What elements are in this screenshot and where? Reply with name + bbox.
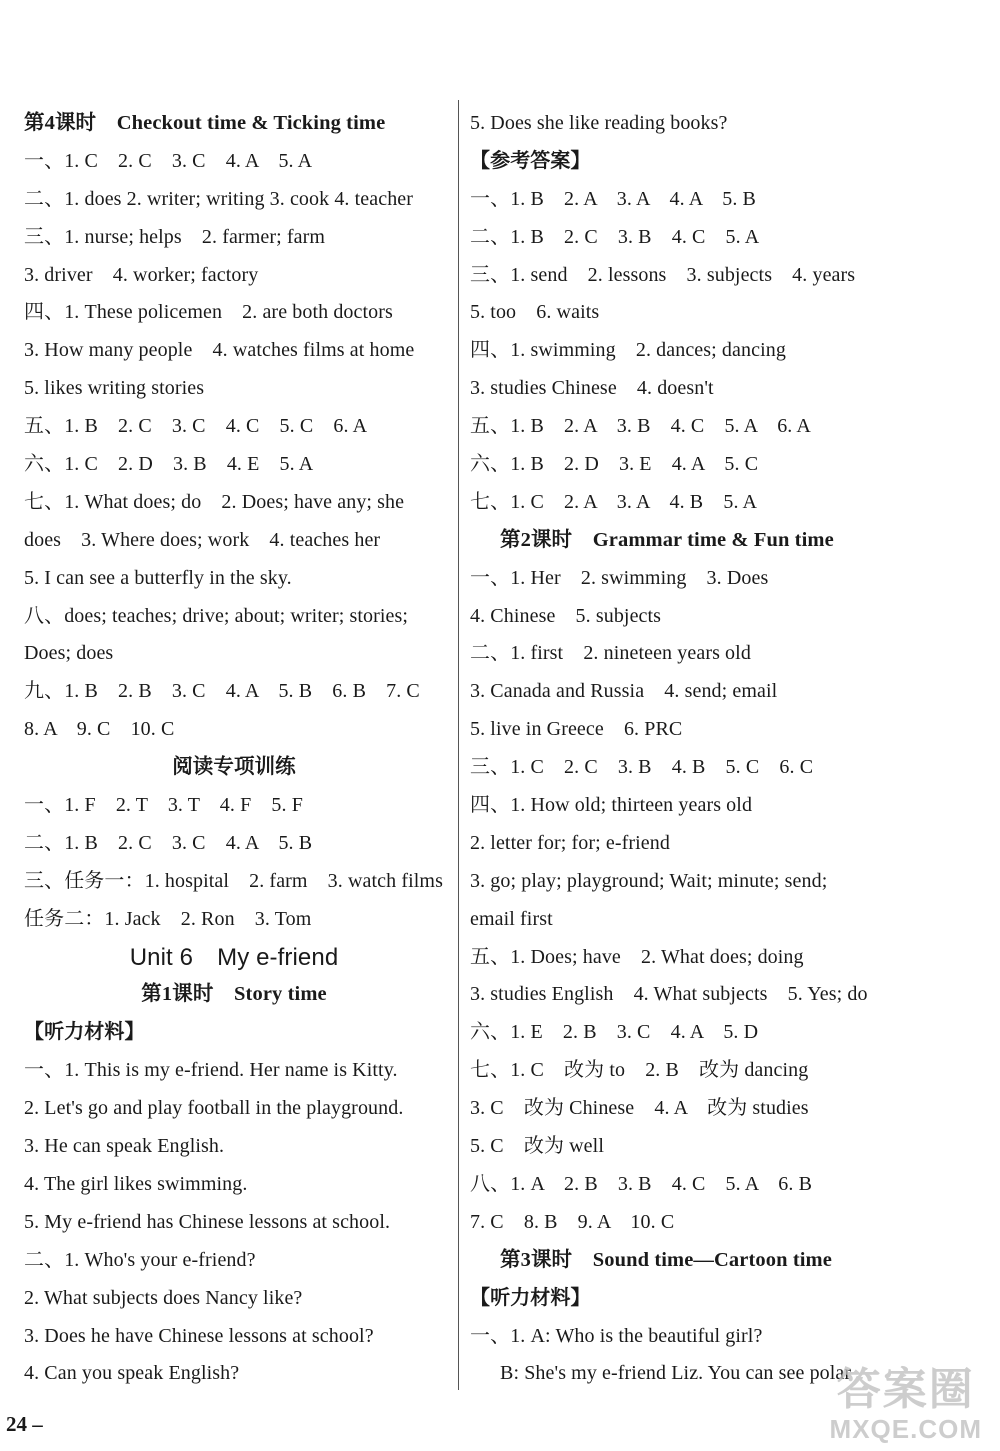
right-line: 四、1. How old; thirteen years old <box>470 794 753 817</box>
right-line: 六、1. E 2. B 3. C 4. A 5. D <box>470 1021 759 1044</box>
left-bracket-label: 【听力材料】 <box>24 1021 145 1044</box>
watermark-logo <box>830 1366 982 1445</box>
right-line: 八、1. A 2. B 3. B 4. C 5. A 6. B <box>470 1172 813 1195</box>
right-line: 五、1. Does; have 2. What does; doing <box>470 945 804 968</box>
left-section-heading: 阅读专项训练 <box>172 756 296 779</box>
left-line: 八、does; teaches; drive; about; writer; stories; <box>24 604 409 627</box>
right-line: email first <box>470 907 553 930</box>
left-section-heading: Unit 6 My e-friend <box>129 943 339 971</box>
left-column <box>24 105 444 1393</box>
left-line: 2. What subjects does Nancy like? <box>24 1286 303 1309</box>
left-line: Does; does <box>24 642 114 665</box>
right-section-heading: 第3课时 Sound time—Cartoon time <box>500 1248 832 1271</box>
right-bracket-label: 【听力材料】 <box>470 1286 591 1309</box>
right-line: 五、1. B 2. A 3. B 4. C 5. A 6. A <box>470 415 811 438</box>
column-divider <box>458 100 459 1390</box>
left-line: 一、1. F 2. T 3. T 4. F 5. F <box>24 794 303 817</box>
right-line: 七、1. C 改为 to 2. B 改为 dancing <box>470 1059 809 1082</box>
right-line: 一、1. Her 2. swimming 3. Does <box>470 566 769 589</box>
right-line: 二、1. first 2. nineteen years old <box>470 642 751 665</box>
watermark-line1: 答案圈 <box>836 1365 975 1414</box>
left-line: 5. My e-friend has Chinese lessons at school. <box>24 1210 391 1233</box>
left-line: 一、1. C 2. C 3. C 4. A 5. A <box>24 149 313 172</box>
right-line: 3. C 改为 Chinese 4. A 改为 studies <box>470 1097 809 1120</box>
left-line: 九、1. B 2. B 3. C 4. A 5. B 6. B 7. C <box>24 680 420 703</box>
left-line: 5. I can see a butterfly in the sky. <box>24 566 292 589</box>
left-line: 5. likes writing stories <box>24 377 205 400</box>
left-line: does 3. Where does; work 4. teaches her <box>24 528 381 551</box>
right-line: 5. Does she like reading books? <box>470 112 728 134</box>
page-number: 24 – <box>6 1412 43 1436</box>
left-line: 七、1. What does; do 2. Does; have any; she <box>24 490 405 513</box>
left-line: 3. He can speak English. <box>24 1135 225 1158</box>
left-line: 2. Let's go and play football in the playground. <box>24 1097 404 1120</box>
left-line: 8. A 9. C 10. C <box>24 718 175 741</box>
left-line: 任务二：1. Jack 2. Ron 3. Tom <box>24 907 312 930</box>
left-line: 3. Does he have Chinese lessons at school? <box>24 1324 374 1347</box>
right-section-heading: 第2课时 Grammar time & Fun time <box>500 528 834 551</box>
right-line: 3. studies English 4. What subjects 5. Yes; do <box>470 983 868 1006</box>
watermark-line2: MXQE.COM <box>829 1414 982 1444</box>
right-line: 六、1. B 2. D 3. E 4. A 5. C <box>470 453 759 476</box>
left-line: 二、1. B 2. C 3. C 4. A 5. B <box>24 831 313 854</box>
left-line: 3. driver 4. worker; factory <box>24 263 259 286</box>
left-line: 六、1. C 2. D 3. B 4. E 5. A <box>24 453 314 476</box>
left-line: 二、1. Who's your e-friend? <box>24 1248 256 1271</box>
left-line: 三、任务一：1. hospital 2. farm 3. watch films <box>24 869 443 892</box>
right-line: 4. Chinese 5. subjects <box>470 604 662 627</box>
right-line: 二、1. B 2. C 3. B 4. C 5. A <box>470 225 760 248</box>
right-line: 四、1. swimming 2. dances; dancing <box>470 339 786 362</box>
right-bracket-label: 【参考答案】 <box>470 149 591 172</box>
right-column <box>470 105 980 1393</box>
left-section-heading: 第4课时 Checkout time & Ticking time <box>24 112 386 134</box>
right-line: 2. letter for; for; e-friend <box>470 831 670 854</box>
left-line: 四、1. These policemen 2. are both doctors <box>24 301 393 324</box>
right-line: 七、1. C 2. A 3. A 4. B 5. A <box>470 490 758 513</box>
left-line: 二、1. does 2. writer; writing 3. cook 4. teacher <box>24 187 414 210</box>
left-line: 3. How many people 4. watches films at home <box>24 339 415 362</box>
right-line: B: She's my e-friend Liz. You can see polar <box>500 1362 852 1385</box>
left-section-heading: 第1课时 Story time <box>141 983 327 1006</box>
right-line: 5. too 6. waits <box>470 301 600 324</box>
right-line: 3. Canada and Russia 4. send; email <box>470 680 778 703</box>
left-line: 4. The girl likes swimming. <box>24 1172 248 1195</box>
right-line: 三、1. C 2. C 3. B 4. B 5. C 6. C <box>470 756 814 779</box>
right-line: 3. studies Chinese 4. doesn't <box>470 377 714 400</box>
left-line: 一、1. This is my e-friend. Her name is Kitty. <box>24 1059 398 1082</box>
left-line: 三、1. nurse; helps 2. farmer; farm <box>24 225 325 248</box>
right-line: 3. go; play; playground; Wait; minute; send; <box>470 869 828 892</box>
right-line: 5. C 改为 well <box>470 1135 604 1158</box>
right-line: 一、1. A: Who is the beautiful girl? <box>470 1324 763 1347</box>
right-line: 5. live in Greece 6. PRC <box>470 718 683 741</box>
left-line: 五、1. B 2. C 3. C 4. C 5. C 6. A <box>24 415 368 438</box>
right-line: 一、1. B 2. A 3. A 4. A 5. B <box>470 187 756 210</box>
left-line: 4. Can you speak English? <box>24 1362 240 1385</box>
right-line: 7. C 8. B 9. A 10. C <box>470 1210 675 1233</box>
right-line: 三、1. send 2. lessons 3. subjects 4. years <box>470 263 856 286</box>
